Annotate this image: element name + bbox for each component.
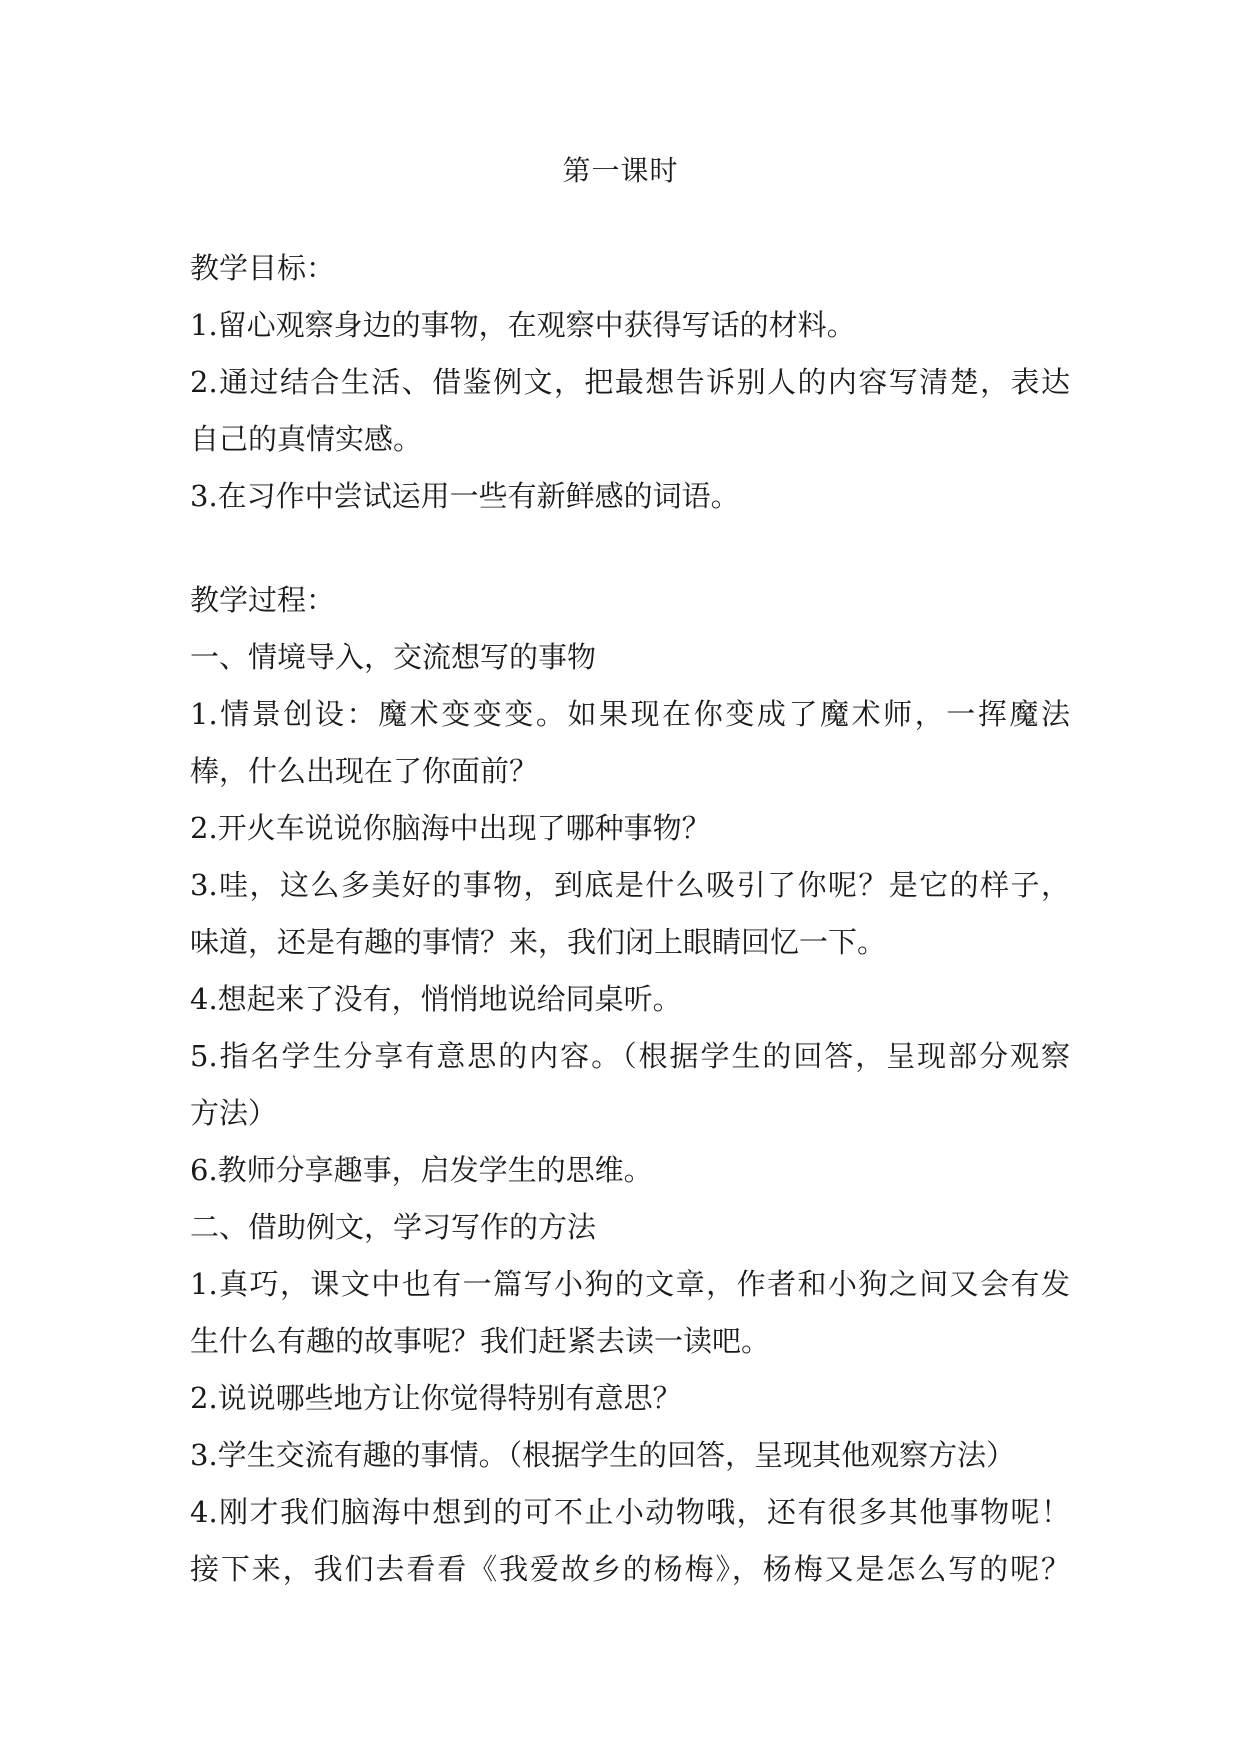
process-item-1-3: 3.哇，这么多美好的事物，到底是什么吸引了你呢？是它的样子， — [190, 868, 1070, 902]
process-item-2-4: 4.刚才我们脑海中想到的可不止小动物哦，还有很多其他事物呢！ — [190, 1495, 1070, 1529]
process-item-1-2: 2.开火车说说你脑海中出现了哪种事物？ — [190, 811, 711, 845]
process-item-1-1-continued: 棒，什么出现在了你面前？ — [190, 754, 539, 788]
process-item-2-1-continued: 生什么有趣的故事呢？我们赶紧去读一读吧。 — [190, 1324, 771, 1358]
section-heading-process: 教学过程： — [190, 583, 336, 617]
process-item-1-6: 6.教师分享趣事，启发学生的思维。 — [190, 1153, 653, 1187]
objective-item-2-continued: 自己的真情实感。 — [190, 422, 423, 456]
section-heading-objectives: 教学目标： — [190, 251, 336, 285]
process-item-1-5: 5.指名学生分享有意思的内容。（根据学生的回答，呈现部分观察 — [190, 1039, 1070, 1073]
page-title: 第一课时 — [562, 154, 679, 187]
process-item-1-1: 1.情景创设：魔术变变变。如果现在你变成了魔术师，一挥魔法 — [190, 697, 1070, 731]
objective-item-2: 2.通过结合生活、借鉴例文，把最想告诉别人的内容写清楚，表达 — [190, 365, 1070, 399]
process-item-2-4-continued: 接下来，我们去看看《我爱故乡的杨梅》，杨梅又是怎么写的呢？ — [190, 1552, 1070, 1586]
process-item-2-3: 3.学生交流有趣的事情。（根据学生的回答，呈现其他观察方法） — [190, 1438, 1016, 1472]
objective-item-1: 1.留心观察身边的事物，在观察中获得写话的材料。 — [190, 308, 856, 342]
process-subheading-2: 二、借助例文，学习写作的方法 — [190, 1210, 597, 1244]
process-item-2-2: 2.说说哪些地方让你觉得特别有意思？ — [190, 1381, 682, 1415]
process-subheading-1: 一、情境导入，交流想写的事物 — [190, 640, 597, 674]
objective-item-3: 3.在习作中尝试运用一些有新鲜感的词语。 — [190, 479, 740, 513]
process-item-1-5-continued: 方法） — [190, 1096, 278, 1130]
process-item-2-1: 1.真巧，课文中也有一篇写小狗的文章，作者和小狗之间又会有发 — [190, 1267, 1070, 1301]
process-item-1-4: 4.想起来了没有，悄悄地说给同桌听。 — [190, 982, 682, 1016]
process-item-1-3-continued: 味道，还是有趣的事情？来，我们闭上眼睛回忆一下。 — [190, 925, 887, 959]
